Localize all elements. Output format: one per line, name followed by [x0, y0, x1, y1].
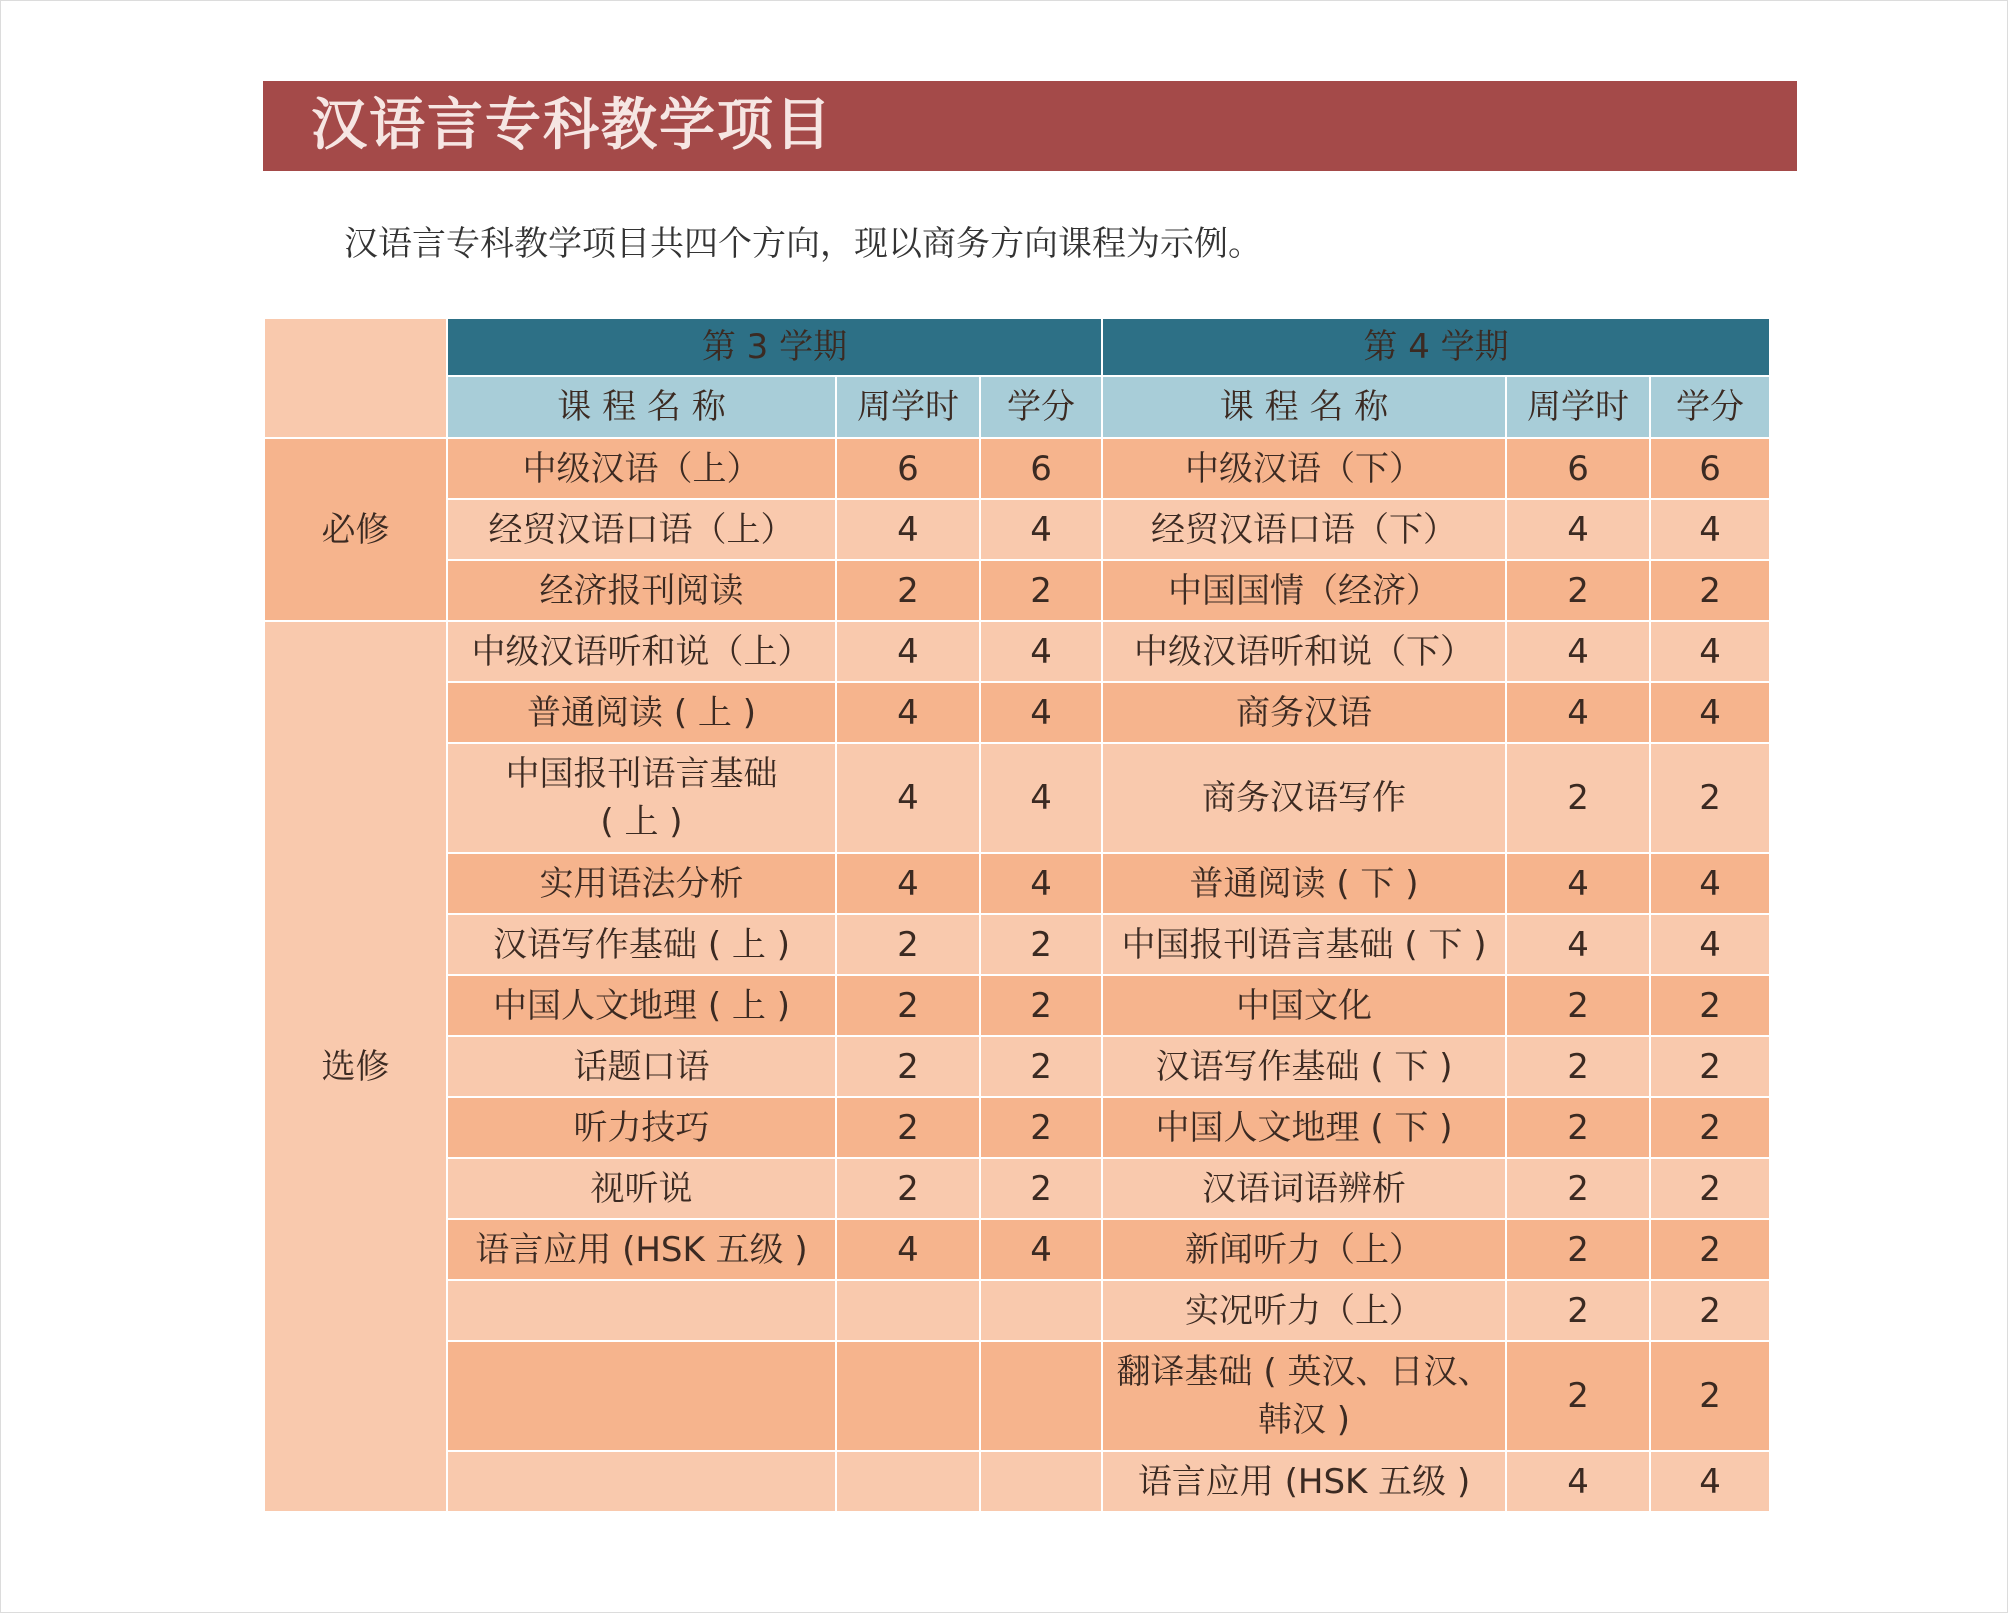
cell-credits-4: 2 [1650, 1097, 1770, 1158]
cell-weekly-hours-4: 2 [1506, 560, 1650, 621]
cell-course-name-4: 实况听力（上） [1102, 1280, 1506, 1341]
cell-course-name-3: 中国人文地理 ( 上 ) [447, 975, 836, 1036]
cell-weekly-hours-3: 6 [836, 438, 980, 499]
table-row [264, 914, 1770, 975]
cell-credits-3: 4 [980, 853, 1102, 914]
cell-weekly-hours-3: 4 [836, 743, 980, 853]
course-table [263, 317, 1771, 1513]
cell-course-name-4: 翻译基础 ( 英汉、日汉、 韩汉 ) [1102, 1341, 1506, 1451]
table-row [264, 975, 1770, 1036]
cell-course-name-4: 商务汉语 [1102, 682, 1506, 743]
cell-weekly-hours-3: 4 [836, 499, 980, 560]
cell-credits-4: 4 [1650, 621, 1770, 682]
cell-weekly-hours-3: 4 [836, 1219, 980, 1280]
cell-credits-3: 2 [980, 560, 1102, 621]
table-row [264, 743, 1770, 853]
cell-weekly-hours-4: 6 [1506, 438, 1650, 499]
cell-course-name-4: 中级汉语（下） [1102, 438, 1506, 499]
col-weekly-hours-4: 周学时 [1506, 376, 1650, 438]
cell-weekly-hours-3 [836, 1451, 980, 1512]
table-row [264, 560, 1770, 621]
cell-weekly-hours-3: 2 [836, 1097, 980, 1158]
table-row [264, 499, 1770, 560]
table-row [264, 1451, 1770, 1512]
cell-credits-4: 4 [1650, 1451, 1770, 1512]
title-banner [263, 81, 1797, 171]
cell-course-name-4: 语言应用 (HSK 五级 ) [1102, 1451, 1506, 1512]
cell-credits-3 [980, 1451, 1102, 1512]
cell-weekly-hours-4: 2 [1506, 1280, 1650, 1341]
table-row [264, 438, 1770, 499]
cell-credits-4: 2 [1650, 1219, 1770, 1280]
cell-weekly-hours-3: 4 [836, 682, 980, 743]
cell-course-name-4: 中国国情（经济） [1102, 560, 1506, 621]
cell-course-name-3: 中级汉语听和说（上） [447, 621, 836, 682]
cell-credits-3: 6 [980, 438, 1102, 499]
col-credits-4: 学分 [1650, 376, 1770, 438]
cell-weekly-hours-4: 4 [1506, 499, 1650, 560]
category-required: 必修 [264, 438, 447, 621]
cell-weekly-hours-3: 2 [836, 1036, 980, 1097]
table-row [264, 682, 1770, 743]
table-corner [264, 318, 447, 438]
cell-course-name-3 [447, 1280, 836, 1341]
cell-course-name-3: 中级汉语（上） [447, 438, 836, 499]
cell-weekly-hours-4: 4 [1506, 914, 1650, 975]
table-row [264, 853, 1770, 914]
cell-course-name-3: 中国报刊语言基础 ( 上 ) [447, 743, 836, 853]
cell-weekly-hours-3 [836, 1280, 980, 1341]
cell-credits-3: 2 [980, 1097, 1102, 1158]
cell-weekly-hours-4: 4 [1506, 1451, 1650, 1512]
table-row [264, 1219, 1770, 1280]
cell-credits-4: 2 [1650, 1036, 1770, 1097]
cell-weekly-hours-4: 2 [1506, 1341, 1650, 1451]
cell-credits-4: 4 [1650, 914, 1770, 975]
cell-credits-4: 6 [1650, 438, 1770, 499]
cell-credits-3: 4 [980, 621, 1102, 682]
col-course-name-4: 课 程 名 称 [1102, 376, 1506, 438]
cell-course-name-3: 视听说 [447, 1158, 836, 1219]
col-credits-3: 学分 [980, 376, 1102, 438]
cell-weekly-hours-4: 2 [1506, 975, 1650, 1036]
cell-course-name-4: 普通阅读 ( 下 ) [1102, 853, 1506, 914]
cell-course-name-3: 经贸汉语口语（上） [447, 499, 836, 560]
cell-course-name-4: 商务汉语写作 [1102, 743, 1506, 853]
cell-course-name-3: 实用语法分析 [447, 853, 836, 914]
cell-weekly-hours-4: 4 [1506, 621, 1650, 682]
cell-course-name-3: 语言应用 (HSK 五级 ) [447, 1219, 836, 1280]
col-weekly-hours-3: 周学时 [836, 376, 980, 438]
cell-course-name-4: 中国人文地理 ( 下 ) [1102, 1097, 1506, 1158]
cell-weekly-hours-3: 4 [836, 621, 980, 682]
cell-course-name-4: 新闻听力（上） [1102, 1219, 1506, 1280]
semester-4-header: 第 4 学期 [1102, 318, 1770, 376]
cell-credits-4: 2 [1650, 743, 1770, 853]
page-title: 汉语言专科教学项目 [311, 93, 833, 158]
cell-credits-4: 4 [1650, 682, 1770, 743]
cell-course-name-3 [447, 1451, 836, 1512]
cell-weekly-hours-4: 2 [1506, 1097, 1650, 1158]
cell-course-name-3: 普通阅读 ( 上 ) [447, 682, 836, 743]
cell-weekly-hours-4: 2 [1506, 1036, 1650, 1097]
table-row [264, 1280, 1770, 1341]
cell-weekly-hours-4: 2 [1506, 1158, 1650, 1219]
cell-credits-3: 4 [980, 1219, 1102, 1280]
cell-credits-3: 4 [980, 682, 1102, 743]
cell-credits-3: 2 [980, 914, 1102, 975]
cell-weekly-hours-3: 2 [836, 1158, 980, 1219]
cell-weekly-hours-3: 2 [836, 560, 980, 621]
cell-credits-4: 2 [1650, 975, 1770, 1036]
cell-credits-4: 4 [1650, 499, 1770, 560]
cell-weekly-hours-3: 2 [836, 975, 980, 1036]
cell-weekly-hours-4: 4 [1506, 682, 1650, 743]
cell-weekly-hours-3: 4 [836, 853, 980, 914]
semester-3-header: 第 3 学期 [447, 318, 1102, 376]
cell-weekly-hours-4: 2 [1506, 743, 1650, 853]
cell-weekly-hours-4: 4 [1506, 853, 1650, 914]
table-row [264, 1341, 1770, 1451]
cell-course-name-3: 汉语写作基础 ( 上 ) [447, 914, 836, 975]
cell-credits-3: 2 [980, 1158, 1102, 1219]
cell-course-name-4: 中国文化 [1102, 975, 1506, 1036]
cell-course-name-3: 经济报刊阅读 [447, 560, 836, 621]
cell-credits-3 [980, 1280, 1102, 1341]
cell-course-name-4: 中国报刊语言基础 ( 下 ) [1102, 914, 1506, 975]
cell-course-name-4: 经贸汉语口语（下） [1102, 499, 1506, 560]
cell-credits-3: 2 [980, 975, 1102, 1036]
cell-credits-3: 4 [980, 743, 1102, 853]
intro-text: 汉语言专科教学项目共四个方向，现以商务方向课程为示例。 [344, 224, 1262, 264]
cell-course-name-3: 听力技巧 [447, 1097, 836, 1158]
table-row [264, 621, 1770, 682]
cell-course-name-3 [447, 1341, 836, 1451]
cell-credits-4: 2 [1650, 1280, 1770, 1341]
table-row [264, 1097, 1770, 1158]
cell-course-name-4: 汉语写作基础 ( 下 ) [1102, 1036, 1506, 1097]
cell-weekly-hours-4: 2 [1506, 1219, 1650, 1280]
table-row [264, 1158, 1770, 1219]
cell-credits-4: 2 [1650, 1341, 1770, 1451]
cell-weekly-hours-3 [836, 1341, 980, 1451]
cell-course-name-4: 汉语词语辨析 [1102, 1158, 1506, 1219]
cell-credits-4: 2 [1650, 560, 1770, 621]
table-row [264, 1036, 1770, 1097]
cell-credits-4: 4 [1650, 853, 1770, 914]
cell-weekly-hours-3: 2 [836, 914, 980, 975]
cell-credits-3: 2 [980, 1036, 1102, 1097]
cell-credits-3: 4 [980, 499, 1102, 560]
col-course-name-3: 课 程 名 称 [447, 376, 836, 438]
cell-credits-4: 2 [1650, 1158, 1770, 1219]
cell-credits-3 [980, 1341, 1102, 1451]
cell-course-name-3: 话题口语 [447, 1036, 836, 1097]
category-elective: 选修 [264, 621, 447, 1512]
cell-course-name-4: 中级汉语听和说（下） [1102, 621, 1506, 682]
